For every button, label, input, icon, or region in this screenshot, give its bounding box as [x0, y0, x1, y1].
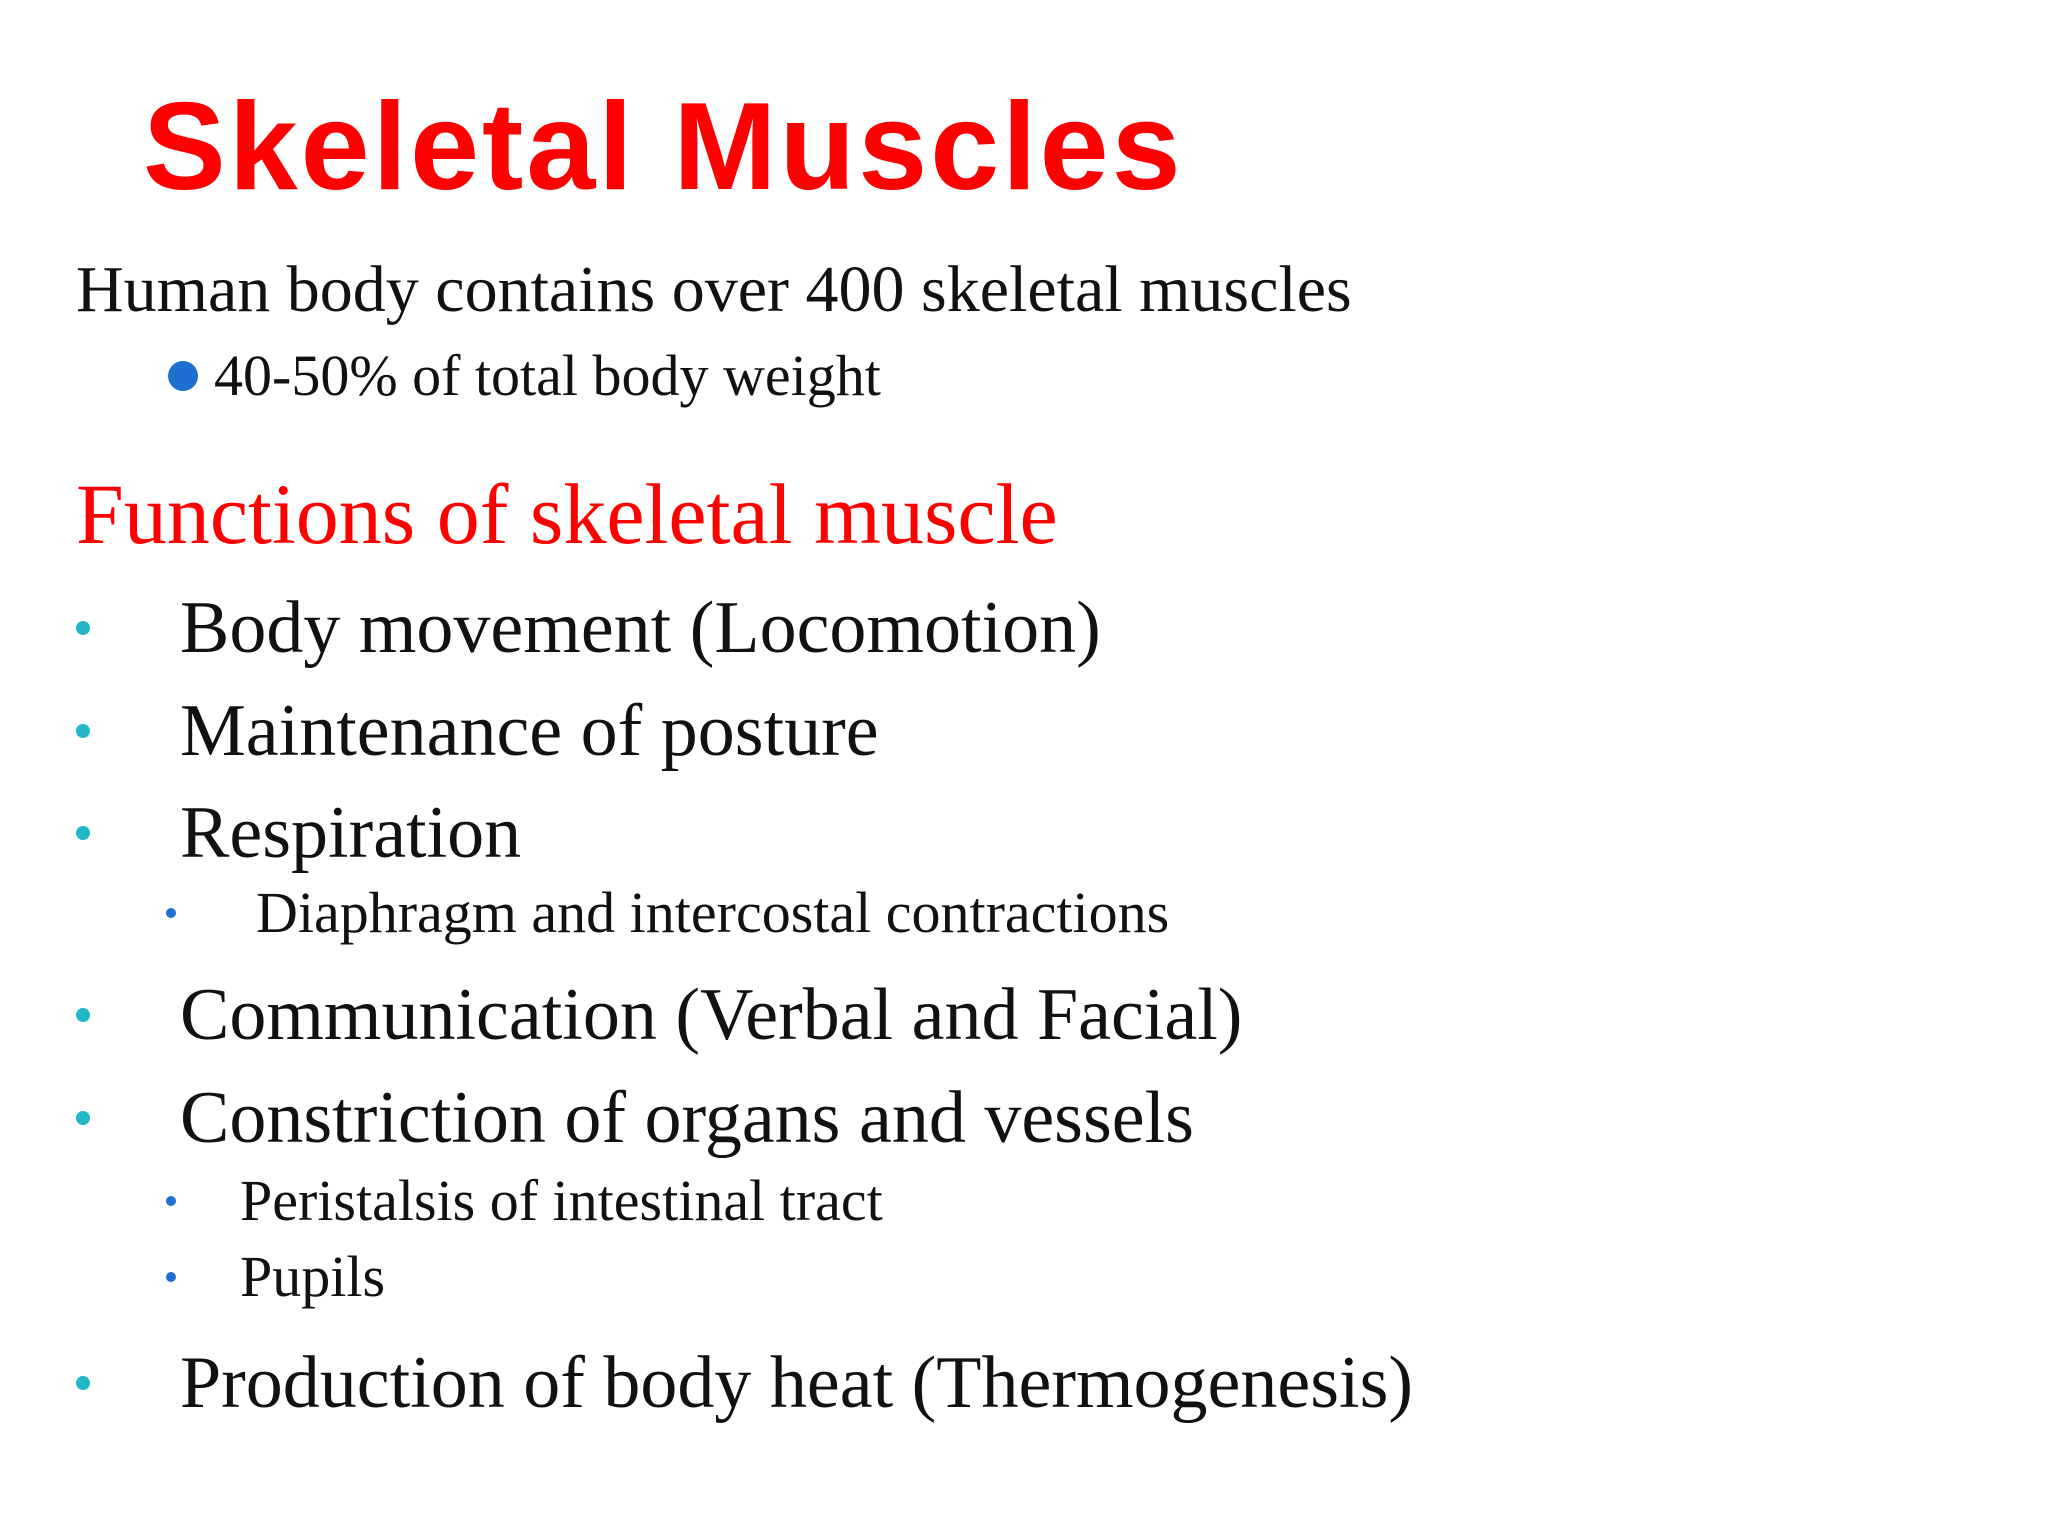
list-item-text: Communication (Verbal and Facial): [180, 974, 1243, 1056]
intro-sub-bullet: [168, 340, 881, 412]
intro-sub-bullet-text: 40-50% of total body weight: [214, 343, 881, 408]
bullet-dot-icon: [166, 1196, 176, 1206]
list-item-text: Production of body heat (Thermogenesis): [180, 1342, 1414, 1424]
bullet-dot-icon: [168, 361, 198, 391]
slide-title: Skeletal Muscles: [143, 78, 1184, 216]
sub-list-item: [166, 1241, 385, 1313]
sub-list-item-text: Peristalsis of intestinal tract: [240, 1168, 883, 1233]
bullet-dot-icon: [166, 908, 176, 918]
intro-text: Human body contains over 400 skeletal muscles: [76, 253, 1352, 326]
sub-list-item: [166, 1165, 883, 1237]
list-item-text: Body movement (Locomotion): [180, 587, 1101, 669]
list-item: [76, 1338, 1413, 1428]
bullet-dot-icon: [76, 826, 90, 840]
list-item: [76, 788, 521, 878]
list-item-text: Respiration: [180, 792, 522, 874]
bullet-dot-icon: [166, 1272, 176, 1282]
list-item: [76, 583, 1101, 673]
list-item-text: Maintenance of posture: [180, 690, 879, 772]
list-item: [76, 686, 879, 776]
list-item-text: Constriction of organs and vessels: [180, 1077, 1194, 1159]
list-item: [76, 1073, 1194, 1163]
bullet-dot-icon: [76, 621, 90, 635]
bullet-dot-icon: [76, 1008, 90, 1022]
bullet-dot-icon: [76, 1376, 90, 1390]
list-item: [76, 970, 1242, 1060]
bullet-dot-icon: [76, 1111, 90, 1125]
functions-heading: Functions of skeletal muscle: [76, 466, 1058, 562]
bullet-dot-icon: [76, 724, 90, 738]
sub-list-item-text: Diaphragm and intercostal contractions: [256, 880, 1170, 945]
sub-list-item: [166, 877, 1169, 949]
sub-list-item-text: Pupils: [240, 1244, 386, 1309]
